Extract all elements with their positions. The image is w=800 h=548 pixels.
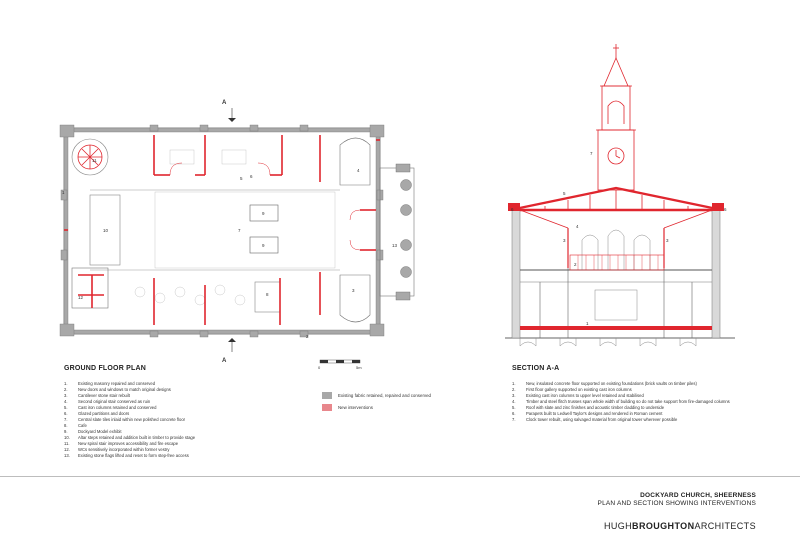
plan-label: 9 (262, 211, 265, 216)
plan-label: 12 (78, 295, 84, 300)
plan-note: 7. Central slate tiles inlaid within new polished concrete floor (64, 417, 186, 422)
plan-notes (64, 381, 264, 459)
plan-section-marker-top: A (222, 100, 227, 106)
plan-note: 2. New doors and windows to match original designs (64, 387, 171, 392)
plan-label: 9 (262, 243, 265, 248)
plan-label: 8 (266, 292, 269, 297)
titleblock-project: DOCKYARD CHURCH, SHEERNESS (640, 492, 756, 499)
plan-note: 5. Cast iron columns retained and conserved (64, 405, 157, 410)
plan-note: 4. Second original stair conserved as ruin (64, 399, 151, 404)
legend-label-existing: Existing fabric retained, repaired and conserved (338, 393, 431, 398)
plan-label: 4 (357, 168, 360, 173)
plan-label: 2 (306, 334, 309, 339)
scale-bar (320, 360, 360, 363)
ground-floor-plan (60, 108, 414, 352)
titleblock-divider (0, 476, 800, 477)
plan-section-marker-bottom: A (222, 358, 227, 364)
section-label: 1 (586, 321, 589, 326)
plan-label: 5 (240, 176, 243, 181)
legend-swatch-new (322, 404, 332, 411)
plan-label: 6 (250, 174, 253, 179)
section-label: 4 (576, 224, 579, 229)
section-label: 5 (563, 191, 566, 196)
titleblock-drawing-title: PLAN AND SECTION SHOWING INTERVENTIONS (597, 500, 756, 507)
plan-note: 9. Dockyard Model exhibit (64, 429, 122, 434)
section-notes (512, 381, 782, 423)
section-label: 6 (511, 207, 514, 212)
section-a-a (505, 44, 735, 346)
plan-note: 10. Altar steps retained and addition built in timber to provide stage (64, 435, 196, 440)
section-label: 2 (574, 262, 577, 267)
plan-title: GROUND FLOOR PLAN (64, 365, 146, 372)
section-callouts (511, 151, 727, 326)
section-label: 6 (724, 207, 727, 212)
plan-note: 3. Cantilever stone stair rebuilt (64, 393, 130, 398)
section-title: SECTION A-A (512, 365, 560, 372)
plan-note: 11. New spiral stair improves accessibility and fire escape (64, 441, 179, 446)
scale-end-label: 5m (356, 365, 362, 370)
plan-label: 10 (103, 228, 109, 233)
plan-label: 3 (352, 288, 355, 293)
plan-label: 11 (92, 158, 97, 163)
plan-note: 1. Existing masonry repaired and conserved (64, 381, 156, 386)
plan-label: 1 (62, 190, 65, 195)
plan-note: 8. Cafe (64, 423, 87, 428)
plan-note: 13. Existing stone flags lifted and reset to form step-free access (64, 453, 189, 458)
legend-swatch-existing (322, 392, 332, 399)
section-note: 5. Roof with slate and zinc finishes and acoustic timber cladding to underside (512, 405, 665, 410)
plan-label: 13 (392, 243, 398, 248)
titleblock-firm-name: HUGHBROUGHTONARCHITECTS (603, 521, 756, 531)
section-note: 2. First floor gallery supported on existing cast iron columns (512, 387, 632, 392)
plan-note: 12. WCs sensitively incorporated within former vestry (64, 447, 170, 452)
section-note: 6. Parapets built to Ledwell Taylor's designs and rendered in Roman cement (512, 411, 663, 416)
section-label: 7 (590, 151, 593, 156)
section-note: 1. New, insulated concrete floor supported on existing foundations (brick vaults on timber piles) (512, 381, 697, 386)
scale-start-label: 0 (318, 365, 321, 370)
section-label: 3 (666, 238, 669, 243)
section-label: 3 (563, 238, 566, 243)
plan-label: 7 (238, 228, 241, 233)
section-note: 7. Clock tower rebuilt, using salvaged material from original tower wherever possible (512, 417, 678, 422)
legend-label-new: New interventions (338, 405, 373, 410)
section-note: 4. Timber and steel flitch trusses span whole width of building so do not take support from fire-damaged columns (512, 399, 730, 404)
plan-note: 6. Glazed partitions and doors (64, 411, 130, 416)
section-note: 3. Existing cast iron columns to upper level retained and stabilised (512, 393, 644, 398)
